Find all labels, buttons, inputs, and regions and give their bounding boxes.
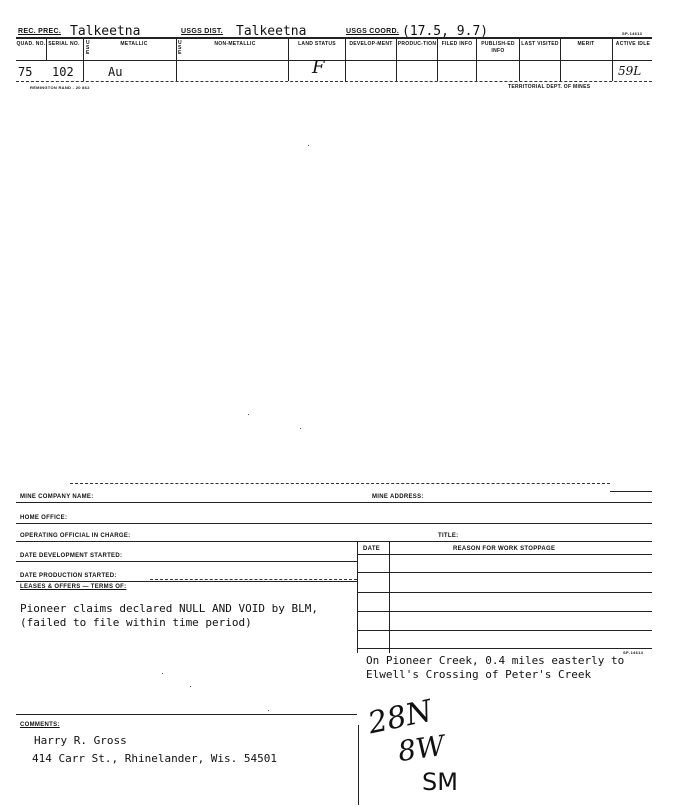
col-serial-no: SERIAL NO. [48,41,80,47]
leases-line-1: Pioneer claims declared NULL AND VOID by BLM, [20,602,319,615]
footer-left: REMINGTON RAND - 20 862 [30,85,90,90]
date-development-label: DATE DEVELOPMENT STARTED: [20,553,123,559]
date-box-left [357,541,358,653]
handwritten-meridian: SM [422,768,458,796]
speck [248,414,249,415]
col-sep [345,38,346,81]
col-sep [612,38,613,81]
comments-label: COMMENTS: [20,722,60,728]
usgs-dist-value: Talkeetna [236,24,307,39]
comments-sep [358,725,359,805]
reason-rule [357,630,652,631]
col-use-left: USE [86,40,90,56]
form-rule [16,581,357,582]
handwritten-township: 28N [365,693,436,742]
header-rule [16,37,652,39]
col-sep [437,38,438,81]
mine-company-name-label: MINE COMPANY NAME: [20,494,94,500]
form-rule [16,541,652,542]
col-non-metallic: NON-METALLIC [214,41,256,47]
col-development: DEVELOP-MENT [349,41,393,47]
col-production: PRODUC-TION [397,41,437,47]
comment-line-2: 414 Carr St., Rhinelander, Wis. 54501 [32,752,278,765]
metallic-value: Au [108,65,123,79]
reason-rule [357,572,652,573]
serial-no-value: 102 [52,65,74,79]
mine-address-label: MINE ADDRESS: [372,494,424,500]
reason-rule [357,611,652,612]
quad-no-value: 75 [18,65,33,79]
land-status-value: F [312,57,325,78]
speck [162,673,163,674]
col-merit: MERIT [577,41,595,47]
form-rule [16,561,357,562]
col-use-right: USE [178,40,182,56]
col-sep [83,38,84,81]
speck [300,428,301,429]
date-label: DATE [363,546,381,552]
col-sep [476,38,477,81]
col-last-visited: LAST VISITED [521,41,559,47]
reason-rule [357,592,652,593]
row-rule [16,81,652,82]
col-metallic: METALLIC [120,41,148,47]
form-rule [16,502,652,503]
card-top-edge [70,483,610,484]
col-sep [519,38,520,81]
col-sep [396,38,397,81]
usgs-dist-label: USGS DIST. [181,28,223,35]
rec-prec-value: Talkeetna [70,24,141,39]
home-office-label: HOME OFFICE: [20,515,68,521]
location-line-2: Elwell's Crossing of Peter's Creek [366,668,592,681]
col-filed-info: FILED INFO [441,41,473,47]
speck [190,686,191,687]
col-sep [288,38,289,81]
title-label: TITLE: [438,533,459,539]
col-active-idle: ACTIVE IDLE [615,41,651,47]
usgs-coord-label: USGS COORD. [346,28,400,35]
operating-official-label: OPERATING OFFICIAL IN CHARGE: [20,533,131,539]
reason-rule [357,554,652,555]
speck [308,145,309,146]
comments-rule [16,714,357,715]
col-sep [176,38,177,81]
rec-prec-label: REC. PREC. [18,28,62,35]
col-sep [560,38,561,81]
speck [268,710,269,711]
leases-label: LEASES & OFFERS — TERMS OF: [20,584,127,590]
form-number-top: SP-14613 [622,31,643,36]
form-rule [16,523,652,524]
usgs-coord-value: (17.5, 9.7) [402,24,489,39]
footer-right: TERRITORIAL DEPT. OF MINES [508,84,591,90]
columns-rule [16,60,652,61]
handwritten-range: 8W [395,728,447,769]
col-land-status: LAND STATUS [298,41,336,47]
location-line-1: On Pioneer Creek, 0.4 miles easterly to [366,654,625,667]
col-quad-no: QUAD. NO. [16,41,46,47]
leases-line-2: (failed to file within time period) [20,616,252,629]
comment-line-1: Harry R. Gross [34,734,127,747]
active-idle-value: 59L [618,64,642,78]
col-published-info: PUBLISH-ED INFO [481,41,515,54]
reason-rule [357,648,652,649]
form-number-bottom: SP-14614 [623,650,644,655]
date-production-label: DATE PRODUCTION STARTED: [20,573,117,579]
form-rule-dash [150,579,357,580]
col-sep [46,38,47,60]
date-col-sep [389,541,390,653]
reason-label: REASON FOR WORK STOPPAGE [453,546,556,552]
card-top-edge-right [610,491,652,492]
